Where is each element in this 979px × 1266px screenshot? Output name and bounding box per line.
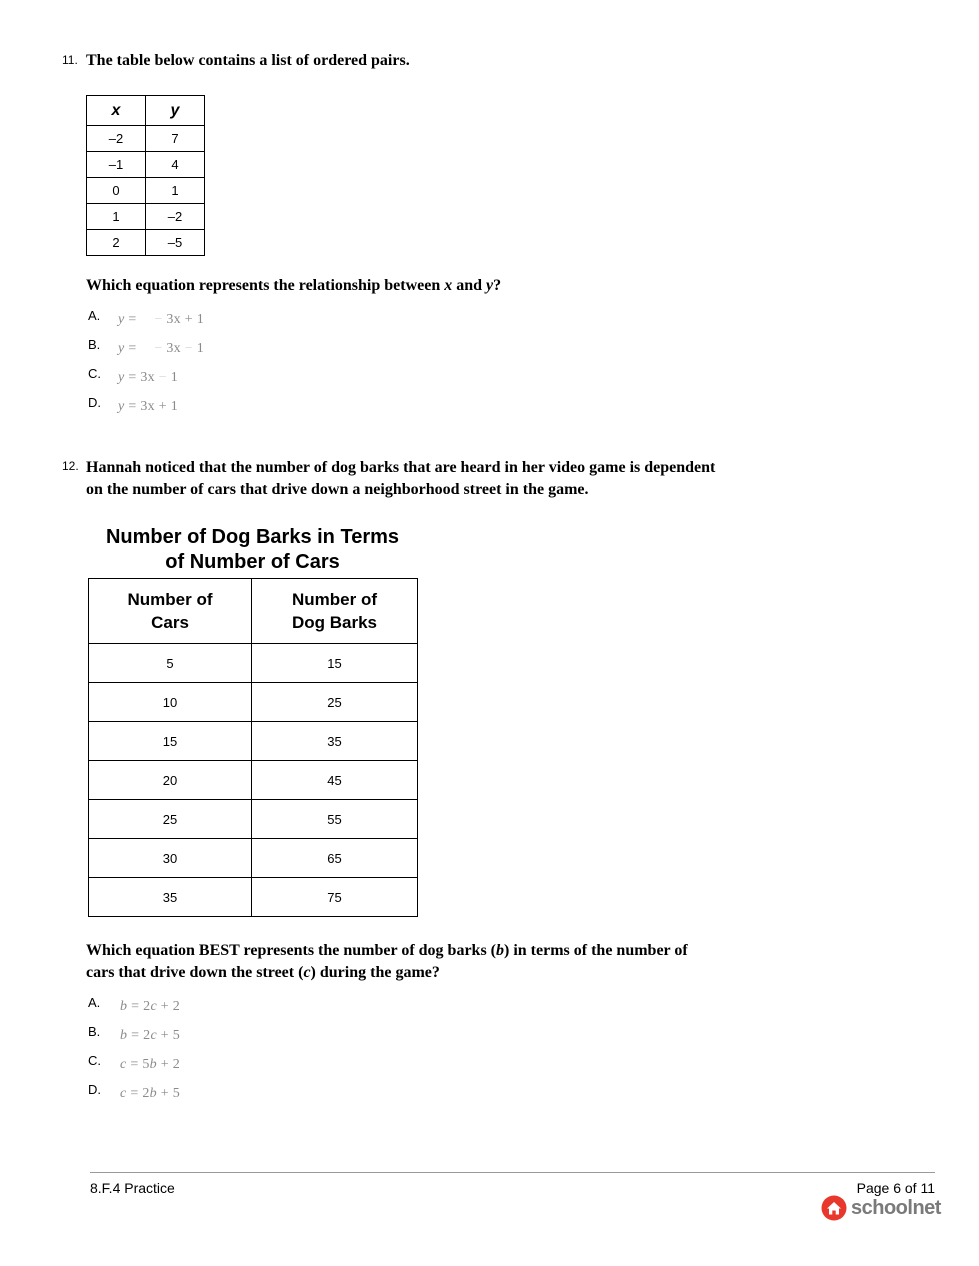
question-number-12: 12. [62,459,79,473]
schoolnet-logo [821,1195,941,1221]
choice-12-a-letter[interactable]: A. [88,995,101,1010]
choice-11-a-equation[interactable]: y = − 3x + 1 [118,312,205,327]
choice-12-a-equation[interactable]: b = 2c + 2 [120,999,181,1014]
table-row: 15 35 [89,722,418,761]
table-row: 0 1 [87,178,205,204]
choice-11-b-equation[interactable]: y = − 3x − 1 [118,341,205,356]
logo-wordmark: schoolnet [851,1196,941,1219]
table-row: –2 7 [87,126,205,152]
table-header-cars: Number of Cars [89,579,252,644]
choice-12-c-equation[interactable]: c = 5b + 2 [120,1057,181,1072]
table-row: 10 25 [89,683,418,722]
table-header-x: x [87,96,146,126]
question-11-question: Which equation represents the relationship between x and y? [86,277,502,294]
page-indicator: Page 6 of 11 [856,1180,935,1196]
choice-12-c-letter[interactable]: C. [88,1053,101,1068]
choice-11-c-equation[interactable]: y = 3x − 1 [118,370,179,385]
table-row: 30 65 [89,839,418,878]
question-12-question: Which equation BEST represents the number of dog barks (b) in terms of the number of cars that drive down the street (c) during the game? [86,942,688,981]
table-row: 25 55 [89,800,418,839]
table-row: –1 4 [87,152,205,178]
table-row: 2 –5 [87,230,205,256]
choice-11-d-letter[interactable]: D. [88,395,101,410]
question-number-11: 11. [62,53,78,67]
dog-barks-table [88,578,418,917]
choice-11-c-letter[interactable]: C. [88,366,101,381]
table-header-dog-barks: Number of Dog Barks [252,579,418,644]
choice-11-b-letter[interactable]: B. [88,337,101,352]
question-11-prompt: The table below contains a list of ordered pairs. [86,52,410,69]
choice-12-d-equation[interactable]: c = 2b + 5 [120,1086,181,1101]
table-header-y: y [146,96,205,126]
choice-12-d-letter[interactable]: D. [88,1082,101,1097]
ordered-pairs-table [86,95,205,256]
table-row: 20 45 [89,761,418,800]
question-12-prompt: Hannah noticed that the number of dog barks that are heard in her video game is dependent on the number of cars that drive down a neighborhood street in the game. [86,459,716,498]
choice-12-b-letter[interactable]: B. [88,1024,101,1039]
dog-barks-table-title: Number of Dog Barks in Terms of Number of Cars [105,526,400,573]
table-row: 35 75 [89,878,418,917]
choice-12-b-equation[interactable]: b = 2c + 5 [120,1028,181,1043]
table-row: 1 –2 [87,204,205,230]
choice-11-d-equation[interactable]: y = 3x + 1 [118,399,179,414]
house-icon [821,1195,847,1221]
footer-divider [90,1172,935,1173]
footer-title: 8.F.4 Practice [90,1180,175,1196]
choice-11-a-letter[interactable]: A. [88,308,101,323]
table-row: 5 15 [89,644,418,683]
